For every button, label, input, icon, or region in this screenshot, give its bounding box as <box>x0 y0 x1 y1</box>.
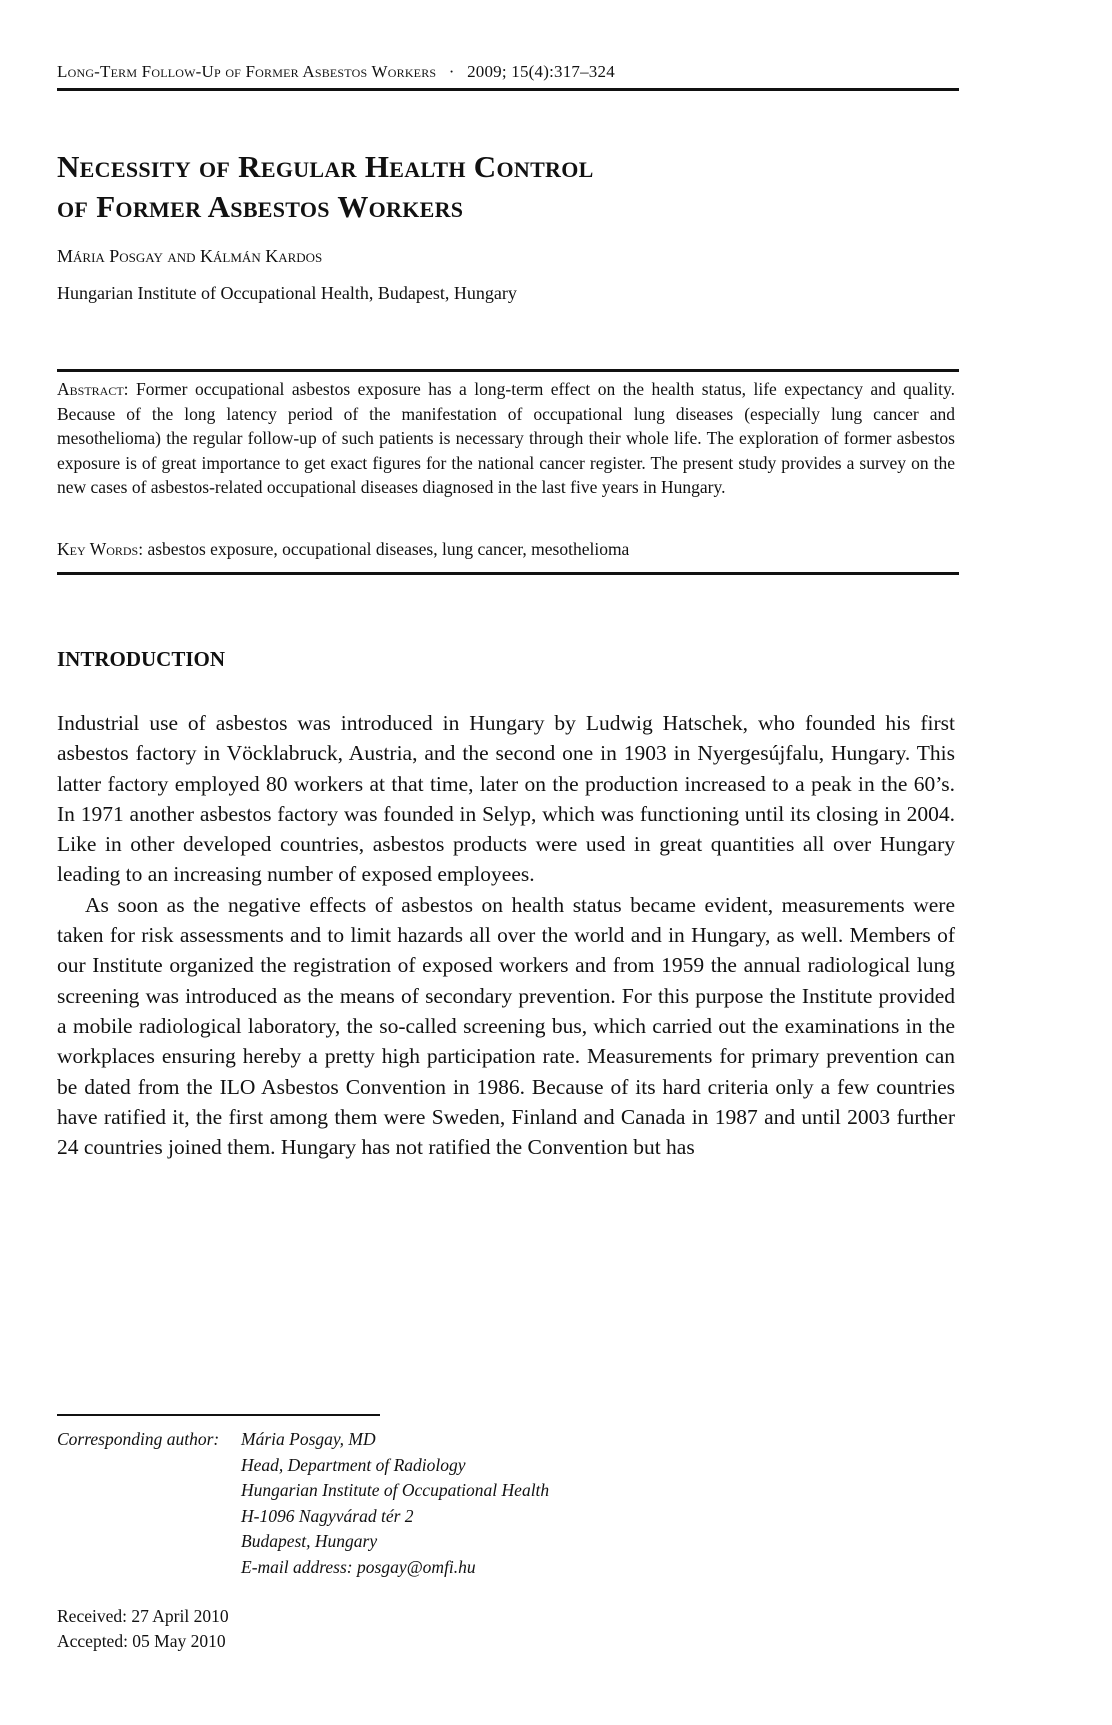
footnote-email[interactable]: E-mail address: posgay@omfi.hu <box>241 1556 476 1577</box>
header-rule <box>57 88 959 91</box>
abstract-top-rule <box>57 369 959 372</box>
keywords <box>57 539 629 560</box>
received-date: Received: 27 April 2010 <box>57 1606 229 1626</box>
footnote-address <box>241 1427 549 1580</box>
footnote-line: Hungarian Institute of Occupational Health <box>241 1480 550 1500</box>
footnote-line: Budapest, Hungary <box>241 1531 378 1551</box>
keywords-label: Key Words: <box>57 539 144 559</box>
submission-dates <box>57 1604 229 1654</box>
footnote-line: Mária Posgay, MD <box>241 1429 376 1449</box>
abstract-text: Former occupational asbestos exposure has a long-term effect on the health status, life expectancy and quality. Because of the long latency period of the manifestation of occupational lung diseases (especially lung cancer and mesothelioma) the regular follow-up of such patients is necessary through their whole life. The exploration of former asbestos exposure is of great importance to get exact figures for the national cancer register. The present study provides a survey on the new cases of asbestos-related occupational diseases diagnosed in the last five years in Hungary. <box>57 379 955 497</box>
footnote-rule <box>57 1414 380 1416</box>
footnote-line: Head, Department of Radiology <box>241 1454 466 1475</box>
accepted-date: Accepted: 05 May 2010 <box>57 1631 226 1651</box>
abstract <box>57 377 955 500</box>
paragraph: As soon as the negative effects of asbestos on health status became evident, measurements were taken for risk assessments and to limit hazards all over the world and in Hungary, as well. Members of our Institute organized the registration of exposed workers and from 1959 the annual radiological lung screening was introduced as the means of secondary prevention. For this purpose the Institute provided a mobile radiological laboratory, the so-called screening bus, which carried out the examinations in the workplaces ensuring hereby a pretty high participation rate. Measurements for primary prevention can be dated from the ILO Asbestos Convention in 1986. Because of its hard criteria only a few countries have ratified it, the first among them were Sweden, Finland and Canada in 1987 and until 2003 further 24 countries joined them. Hungary has not ratified the Convention but has <box>57 892 955 1160</box>
footnote-line: H-1096 Nagyvárad tér 2 <box>241 1505 414 1526</box>
running-head-citation: 2009; 15(4):317–324 <box>467 62 615 81</box>
running-head <box>57 62 615 82</box>
footnote-label: Corresponding author: <box>57 1429 220 1449</box>
introduction-body <box>57 708 955 1162</box>
running-head-title: Long-Term Follow-Up of Former Asbestos Workers <box>57 62 437 81</box>
paragraph: Industrial use of asbestos was introduced in Hungary by Ludwig Hatschek, who founded his first asbestos factory in Vöcklabruck, Austria, and the second one in 1903 in Nyergesújfalu, Hungary. This latter factory employed 80 workers at that time, later on the production increased to a peak in the 60’s. In 1971 another asbestos factory was founded in Selyp, which was functioning until its closing in 2004. Like in other developed countries, asbestos products were used in great quantities all over Hungary leading to an increasing number of exposed employees. <box>57 711 955 887</box>
section-heading-introduction: INTRODUCTION <box>57 647 226 671</box>
keywords-text: asbestos exposure, occupational diseases, lung cancer, mesothelioma <box>147 539 630 559</box>
abstract-label: Abstract: <box>57 379 129 399</box>
article-title-line-1: Necessity of Regular Health Control <box>57 149 594 184</box>
authors: Mária Posgay and Kálmán Kardos <box>57 246 323 266</box>
affiliation: Hungarian Institute of Occupational Health, Budapest, Hungary <box>57 283 517 303</box>
article-title-line-2: of Former Asbestos Workers <box>57 189 464 224</box>
abstract-bottom-rule <box>57 572 959 575</box>
running-head-separator: · <box>448 62 455 81</box>
article-title <box>57 147 594 227</box>
